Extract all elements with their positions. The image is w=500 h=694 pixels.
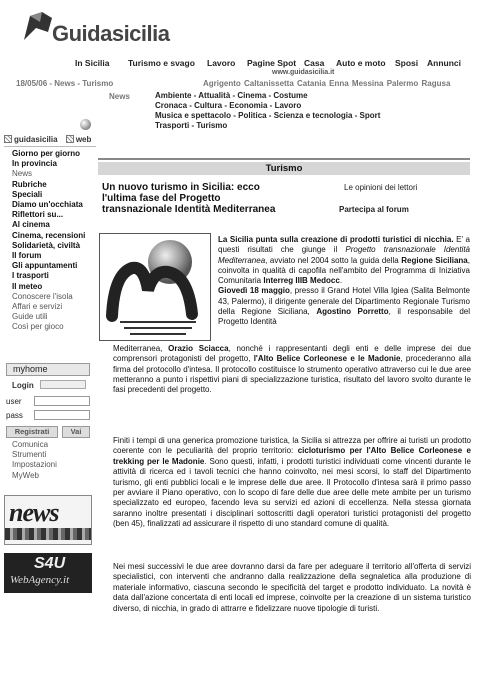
text: , avviato nel 2004 sotto la guida della [265, 255, 402, 265]
article-paragraph-1 [218, 235, 470, 328]
nav-annunci[interactable]: Annunci [427, 58, 461, 68]
text-bold: Agostino Porretto [316, 307, 389, 317]
category-links-1[interactable]: Ambiente - Attualità - Cinema - Costume [155, 91, 308, 100]
login-box [40, 380, 86, 389]
text: , procederanno alla firma del protocollo d'intesa. Il protocollo costituisce lo strumento operativo attraverso cui le due aree metteranno a punto i rispettivi piani di specializzazione turistica, risultato del lavoro svolto durante le fasi precedenti del progetto. [113, 354, 471, 395]
login-label: Login [12, 381, 34, 390]
article-headline: Un nuovo turismo in Sicilia: ecco l'ultima fase del Progetto transnazionale Identità Mediterranea [102, 182, 276, 215]
sidebar-item-i-trasporti[interactable]: I trasporti [12, 271, 49, 281]
sidebar-item-impostazioni[interactable]: Impostazioni [12, 460, 57, 470]
text: Mediterranea, [113, 344, 169, 353]
sidebar-item-gli-appuntamenti[interactable]: Gli appuntamenti [12, 261, 78, 271]
sidebar-item-giorno-per-giorno[interactable]: Giorno per giorno [12, 149, 80, 158]
text: E' a questi risultati che giunge il [218, 235, 470, 255]
sidebar-item-guide-utili[interactable]: Guide utili [12, 312, 48, 322]
checkbox-icon[interactable] [4, 135, 12, 143]
banner-strip [5, 528, 91, 540]
s4u-banner-subtitle: WebAgency.it [10, 574, 70, 586]
nav-sposi[interactable]: Sposi [395, 58, 419, 68]
go-button[interactable]: Vai [62, 426, 90, 438]
pass-input[interactable] [34, 410, 90, 420]
news-banner-text: news [9, 498, 59, 527]
pass-label: pass [6, 411, 23, 420]
text-bold: Regione Siciliana [401, 255, 468, 265]
sidebar-item-il-forum[interactable]: Il forum [12, 251, 42, 261]
user-label: user [6, 397, 22, 406]
sidebar-menu [12, 149, 100, 333]
identita-mediterranea-logo [99, 233, 211, 341]
sidebar-item-cos-per-gioco[interactable]: Così per gioco [12, 322, 64, 332]
nav-casa[interactable]: Casa [304, 58, 325, 68]
category-links-4[interactable]: Trasporti - Turismo [155, 121, 228, 130]
nav-pagine-spot[interactable]: Pagine Spot [247, 58, 297, 68]
text-italic: Progetto transnazionale Identità Mediterranea [218, 245, 470, 265]
text: Finiti i tempi di una generica promozione turistica, la Sicilia si attrezza per offrire ai turisti un prodotto coerente con le peculiarità del proprio territorio: [113, 436, 471, 456]
sidebar-item-speciali[interactable]: Speciali [12, 189, 43, 199]
nav-in-sicilia[interactable]: In Sicilia [75, 58, 110, 68]
city-links[interactable]: Agrigento Caltanissetta Catania Enna Messina Palermo Ragusa [203, 79, 451, 88]
breadcrumb: 18/05/06 - News - Turismo [16, 79, 114, 88]
article-paragraph-4: Nei mesi successivi le due aree dovranno darsi da fare per adeguare il territorio all'offerta di servizi specialistici, con interventi che andranno dalla realizzazione della segnaletica alla produzione di materiale informativo, ciascuna secondo le specificità del target e prodotto individuato. La novità è data dall'azione concertata di enti locali ed imprese, coinvolte per la creazione di un sistema turistico diverso, di nicchia, in grado di attrarre e fidelizzare nuove tipologie di turisti. [113, 562, 471, 613]
category-links-3[interactable]: Musica e spettacolo - Politica - Scienza e tecnologia - Sport [155, 111, 381, 120]
sidebar-item-il-meteo[interactable]: Il meteo [12, 281, 43, 291]
guidasicilia-logo-icon[interactable] [22, 10, 56, 44]
sidebar-item-rubriche[interactable]: Rubriche [12, 179, 47, 189]
sidebar-item-news[interactable]: News [12, 169, 33, 179]
sidebar-item-riflettori-su[interactable]: Riflettori su... [12, 210, 64, 220]
text: , coinvolta in qualità di capofila nell'ambito del Programma di Iniziativa Comunitaria [218, 255, 470, 286]
sidebar-item-strumenti[interactable]: Strumenti [12, 450, 47, 460]
nav-auto-moto[interactable]: Auto e moto [336, 58, 386, 68]
search-scope[interactable] [4, 135, 91, 144]
text-bold: Giovedì 18 maggio [218, 286, 290, 296]
news-banner[interactable] [4, 495, 92, 545]
s4u-banner-title: S4U [34, 555, 66, 572]
register-button[interactable]: Registrati [6, 426, 58, 438]
site-url: www.guidasicilia.it [272, 69, 335, 76]
divider [4, 146, 96, 147]
text: . [339, 276, 343, 286]
text: . Sono questi, infatti, i prodotti turistici individuati come vincenti durante le attività di ricerca ed i tavoli tecnici che hanno coinvolto, nei mesi scorsi, lo staff del Dipartimento turismo, gli enti pubblici locali e le imprese delle due aree. Il Protocollo d'intesa sarà il primo passo per avviare il Piano operativo, con lo scopo di fare delle due aree delle mete ambite per un turismo specializzato ed europeo, facendo leva su servizi ed azioni di eccellenza. Nella stessa giornata saranno inoltre presentati i disciplinari sottoscritti dagli operatori turistici protagonisti del progetto (ben 45), finalizzati ad assicurare il rispetto di uno standard comune di qualità. [113, 456, 471, 529]
sidebar-extra-menu [12, 440, 57, 481]
sidebar-item-comunica[interactable]: Comunica [12, 440, 49, 449]
checkbox-icon[interactable] [66, 135, 74, 143]
article-paragraph-2 [113, 344, 471, 395]
sidebar-item-affari-e-servizi[interactable]: Affari e servizi [12, 302, 63, 312]
nav-turismo-svago[interactable]: Turismo e svago [128, 58, 195, 68]
scope-site[interactable]: guidasicilia [14, 135, 58, 144]
section-title: Turismo [98, 162, 470, 175]
divider [98, 158, 470, 160]
category-links-2[interactable]: Cronaca - Cultura - Economia - Lavoro [155, 101, 302, 110]
nav-lavoro[interactable]: Lavoro [207, 58, 236, 68]
text-bold: cicloturismo per l'Alto Belice Corleonese e trekking per le Madonie [113, 446, 472, 466]
article-paragraph-3 [113, 436, 471, 530]
sidebar-item-myweb[interactable]: MyWeb [12, 470, 39, 480]
myhome-tab[interactable]: myhome [6, 363, 90, 376]
text: , nonché i rappresentanti degli enti e delle imprese dei due comprensori protagonisti del progetto, [113, 344, 472, 364]
opinions-label: Le opinioni dei lettori [344, 183, 418, 192]
orb-icon [80, 119, 91, 130]
text-bold: Orazio Sciacca [168, 344, 229, 353]
news-label: News [109, 92, 130, 101]
text-bold: Interreg IIIB Medocc [263, 276, 340, 286]
brand-name[interactable]: Guidasicilia [52, 21, 170, 46]
sidebar-item-conoscere-l-isola[interactable]: Conoscere l'isola [12, 291, 73, 301]
user-input[interactable] [34, 396, 90, 406]
s4u-banner[interactable] [4, 553, 92, 593]
text: , presso il Grand Hotel Villa Igiea (Salita Belmonte 43, Palermo), il dirigente generale del Dipartimento Regionale Turismo della Regione Siciliana, [218, 286, 470, 317]
text-bold: La Sicilia punta sulla creazione di prodotti turistici di nicchia. [218, 235, 454, 244]
sidebar-item-solidariet-civilt[interactable]: Solidarietà, civiltà [12, 240, 81, 250]
sidebar-item-diamo-un-occhiata[interactable]: Diamo un'occhiata [12, 200, 83, 210]
mediterranea-logo-icon [100, 234, 211, 341]
sidebar-item-in-provincia[interactable]: In provincia [12, 159, 57, 169]
text-bold: l'Alto Belice Corleonese e le Madonie [253, 354, 401, 364]
sidebar-item-cinema-recensioni[interactable]: Cinema, recensioni [12, 230, 86, 240]
sidebar-item-al-cinema[interactable]: Al cinema [12, 220, 50, 230]
forum-link[interactable]: Partecipa al forum [339, 205, 409, 214]
text: , il responsabile del Progetto Identità [218, 307, 471, 327]
scope-web[interactable]: web [75, 135, 92, 144]
